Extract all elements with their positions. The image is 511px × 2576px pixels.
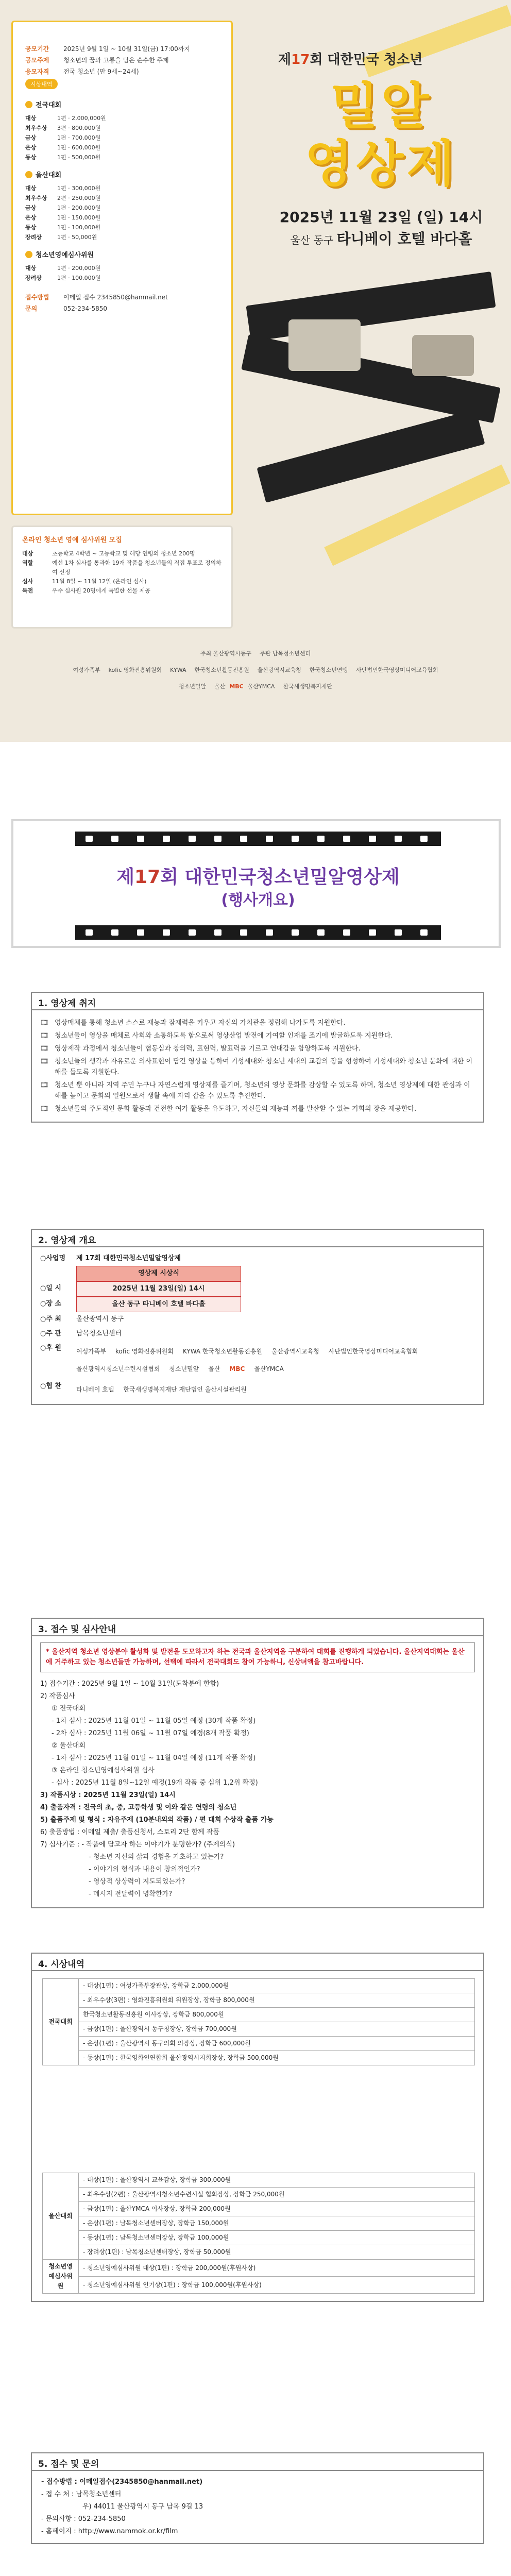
film-reel-icon: 🎞 [40,1045,49,1053]
poster-logos: 주최 울산광역시동구 주관 남목청소년센터 여성가족부 kofic 영화진흥위원회 KYWA 한국청소년활동진흥원 울산광역시교육청 한국청소년연맹 사단법인한국영상미디어교육협회 청소년밀알 울산 MBC 울산YMCA 한국새생명복지재단 [73,650,438,690]
poster-title: 밀알 영상제 [304,77,458,193]
section-title: 3. 접수 및 심사안내 [31,1618,484,1635]
bullet-dot-icon [25,171,32,178]
info-key: 공모기간 [25,45,49,53]
film-reel-icon: 🎞 [40,1058,49,1065]
banner-subtitle: (행사개요) [221,891,295,909]
section-title: 4. 시상내역 [31,1953,484,1970]
section-title: 1. 영상제 취지 [31,992,484,1009]
info-value: 2025년 9월 1일 ~ 10월 31일(금) 17:00까지 [63,45,190,53]
section-awards [31,1953,484,2302]
film-reel-icon: 🎞 [40,1032,49,1040]
section-contact: 5. 접수 및 문의 - 접수방법 : 이메일접수(2345850@hanmail.net) - 접 수 처 : 남목청소년센터 우) 44011 울산광역시 동구 남목 9길 13 - 문의사항 : 052-234-5850 - 홈페이지 : http://www.nammok.or.kr/film [31,2452,484,2544]
info-key: 응모자격 [25,68,49,75]
bullet-dot-icon [25,101,32,108]
film-strip-decoration [246,272,496,342]
poster-stripe [324,465,510,566]
camera-illustration-icon [288,319,361,371]
camera-illustration-icon [412,335,474,376]
prize-list-national: 대상 1편 · 2,000,000원 최우수상 3편 · 800,000원 금상 1편 · 700,000원 은상 1편 · 600,000원 동상 1편 · 500,000원 [25,115,106,161]
section-title: 2. 영상제 개요 [31,1229,484,1246]
awards-national-table: 전국대회 - 대상(1편) : 여성가족부장관상, 장학금 2,000,000원 - 최우수상(3편) : 영화진흥위원회 위원장상, 장학금 800,000원 한국청소년활동진흥원 이사장상, 장학금 800,000원 - 금상(1편) : 울산광역시 동구청장상, 장학금 700,000원 - 은상(1편) : 울산광역시 동구의회 의장상, 장학금 600,000원 - 동상(1편) : 한국영화인연합회 울산광역시지회장상, 장학금 500,000원 [42,1978,475,2065]
poster-edition: 제17회 대한민국 청소년 [278,52,423,67]
poster-contact: 접수방법 이메일 접수 2345850@hanmail.net 문의 052-234-5850 [25,294,168,312]
poster-venue: 울산 동구 타니베이 호텔 바다홀 [290,230,472,247]
schedule-header: 영상제 시상식 [76,1266,241,1281]
sponsor-logos: 여성가족부 kofic 영화진흥위원회 KYWA 한국청소년활동진흥원 울산광역시교육청 사단법인한국영상미디어교육협회 울산광역시청소년수련시설협회 청소년밀알 울산 MBC 울산YMCA [76,1348,418,1372]
prize-list-ulsan: 대상 1편 · 300,000원 최우수상 2편 · 250,000원 금상 1편 · 200,000원 은상 1편 · 150,000원 동상 1편 · 100,000원 장려상 1편 · 50,000원 [25,185,101,241]
poster [0,0,511,742]
bullet-dot-icon [25,251,32,258]
section-entry-judging: 3. 접수 및 심사안내 * 울산지역 청소년 영상분야 활성화 및 발전을 도모하고자 하는 전국과 울산지역을 구분하여 대회를 진행하게 되었습니다. 울산지역대회는 울산에 거주하고 있는 청소년들만 가능하며, 선택에 따라서 전국대회도 참여 가능하니, 신상녀액을 참고바랍니다. 1) 접수기간 : 2025년 9월 1일 ~ 10월 31일(도착분에 한함) 2) 작품심사 ① 전국대회 - 1차 심사 : 2025년 11월 01일 ~ 11월 05일 예정 (30개 작품 확정) - 2차 심사 : 2025년 11월 06일 ~ 11월 07일 예정(8개 작품 확정) ② 울산대회 - 1차 심사 : 2025년 11월 01일 ~ 11월 04일 예정 (11개 작품 확정) ③ 온라인 청소년영예심사위원 심사 - 심사 : 2025년 11월 8일~12일 예정(19개 작품 중 심위 1,2위 확정) 3) 작품시상 : 2025년 11월 23일(일) 14시 4) 출품자격 : 전국의 초, 중, 고등학생 및 이와 같은 연령의 청소년 5) 출품주제 및 형식 : 자유주제 (10분내외의 작품) / 편 대회 수상작 출품 가능 6) 출품방법 : 이메일 제출/ 출품신청서, 스토리 2단 함께 작품 7) 심사기준 : - 작품에 담고자 하는 이야기가 분명한가? (주제의식) - 청소년 자신의 삶과 경험을 기초하고 있는가? - 이야기의 형식과 내용이 창의적인가? - 영상적 상상력이 지도되었는가? - 메시지 전달력이 명확한가? [31,1618,484,1908]
prize-section-ulsan: 울산대회 [25,170,219,179]
prize-section-judge: 청소년영예심사위원 [25,249,219,259]
title-banner [11,819,501,948]
info-key: 공모주제 [25,57,49,64]
section-overview: 2. 영상제 개요 ○사업명 제 17회 대한민국청소년밀알영상제 영상제 시상식 ○일 시 2025년 11월 23일(일) 14시 ○장 소 울산 동구 타니베이 호텔 바다홀 ○주 최 울산광역시 동구 ○주 관 남목청소년센터 ○후 원 여성가족부 kofic 영화진흥위원회 KYWA 한국청소년활동진흥원 울산광역시교육청 사단법인한국영상미디어교육협회 울산광역시청소년수련시설협회 청소년밀알 울산 MBC 울산YMCA ○협 찬 타니베이 호텔 한국새생명복지재단 재단법인 울산시설관리원 [31,1229,484,1405]
coop-logos: 타니베이 호텔 한국새생명복지재단 재단법인 울산시설관리원 [76,1386,247,1393]
prize-section-national: 전국대회 [25,99,219,109]
info-value: 전국 청소년 (만 9세~24세) [63,68,139,75]
film-reel-icon: 🎞 [40,1081,49,1089]
film-holes-top [75,832,441,846]
prize-chip: 시상내역 [25,79,58,89]
poster-date: 2025년 11월 23일 (일) 14시 [279,209,483,226]
banner-title: 제17회 대한민국청소년밀알영상제 [116,867,400,888]
regional-notice: * 울산지역 청소년 영상분야 활성화 및 발전을 도모하고자 하는 전국과 울산지역을 구분하여 대회를 진행하게 되었습니다. 울산지역대회는 울산에 거주하고 있는 청소년들만 가능하며, 선택에 따라서 전국대회도 참여 가능하니, 신상녀액을 참고바랍니다. [40,1642,475,1672]
poster-recruit-box: 온라인 청소년 영예 심사위원 모집 대상 초등학교 4학년 ~ 고등학교 및 해당 연령의 청소년 200명 역할 예선 1차 심사를 통과한 19개 작품을 청소년들의 직접 투표로 정의하여 선정 심사 11월 8일 ~ 11월 12일 (온라인 심사) 특전 우수 심사원 20명에게 특별한 선물 제공 [11,526,233,629]
prize-list-judge: 대상 1편 · 200,000원 장려상 1편 · 100,000원 [25,265,101,281]
film-reel-icon: 🎞 [40,1105,49,1113]
info-value: 청소년의 꿈과 고통을 담은 순수한 주제 [63,57,169,64]
film-reel-icon: 🎞 [40,1019,49,1027]
poster-info-lines [25,44,219,77]
awards-ulsan-table: 울산대회 - 대상(1편) : 울산광역시 교육감상, 장학금 300,000원 - 최우수상(2편) : 울산광역시청소년수련시설 협회장상, 장학금 250,000원 - 금상(1편) : 울산YMCA 이사장상, 장학금 200,000원 - 은상(1편) : 남목청소년센터장상, 장학금 150,000원 - 동상(1편) : 남목청소년센터장상, 장학금 100,000원 - 장려상(1편) : 남목청소년센터장상, 장학금 50,000원 청소년영예심사위원 - 청소년영예심사위원 대상(1편) : 장학금 200,000원(후원사상) - 청소년영예심사위원 인기상(1편) : 장학금 100,000원(후원사상) [42,2173,475,2294]
poster-info-box [11,21,233,515]
section-title: 5. 접수 및 문의 [31,2452,484,2470]
film-holes-bottom [75,925,441,940]
section-purpose: 1. 영상제 취지 🎞 영상매체를 통해 청소년 스스로 재능과 잠재력을 키우고 자신의 가치관을 정립해 나가도록 지원한다. 🎞 청소년들이 영상을 매체로 사회와 소통하도록 함으로써 영상산업 발전에 기여할 인재를 조기에 발굴하도록 지원한다. 🎞 영상제작 과정에서 청소년들이 협동심과 창의력, 표현력, 발표력을 기르고 연대감을 함양하도록 지원한다. 🎞 청소년들의 생각과 자유로운 의사표현이 담긴 영상을 통하여 기성세대와 청소년 세대의 교감의 장을 형성하여 기성세대와 청소년 문화에 대한 이해를 돕도록 지원한다. 🎞 청소년 뿐 아니라 지역 주민 누구나 자연스럽게 영상제를 즐기며, 청소년의 영상 문화를 감상할 수 있도록 하며, 청소년 영상제에 대한 관심과 이해를 높이고 문화의 일원으로서 생활 속에 자리 잡을 수 있도록 추진한다. 🎞 청소년들의 주도적인 문화 활동과 건전한 여가 활동을 유도하고, 자신들의 재능과 끼를 발산할 수 있는 기회의 장을 제공한다. [31,992,484,1123]
homepage-link[interactable]: - 홈페이지 : http://www.nammok.or.kr/film [41,2528,178,2535]
recruit-title: 온라인 청소년 영예 심사위원 모집 [22,536,122,544]
